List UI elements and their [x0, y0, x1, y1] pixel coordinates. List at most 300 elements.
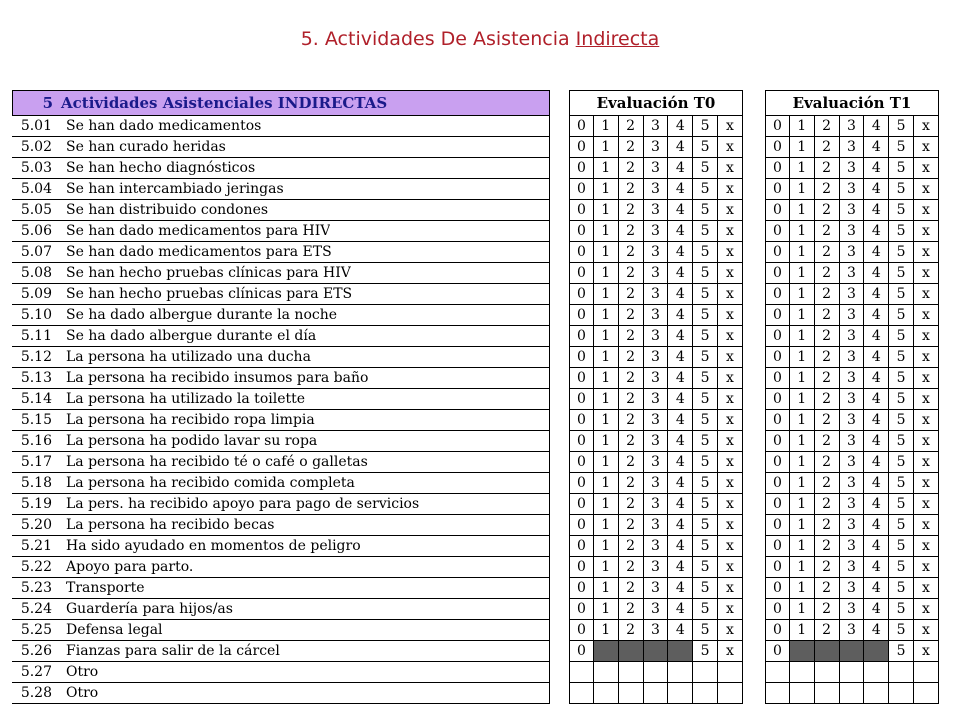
score-option[interactable]: 3	[840, 557, 865, 578]
score-option[interactable]: 2	[815, 494, 840, 515]
score-option[interactable]: 4	[864, 368, 889, 389]
score-option[interactable]: 2	[815, 389, 840, 410]
score-option[interactable]: 2	[815, 620, 840, 641]
score-option[interactable]: 2	[619, 494, 644, 515]
score-option[interactable]: 3	[644, 452, 669, 473]
score-option[interactable]: 4	[864, 578, 889, 599]
score-option[interactable]: x	[914, 137, 939, 158]
score-option[interactable]: x	[718, 620, 743, 641]
score-option[interactable]: x	[914, 368, 939, 389]
score-option[interactable]: 5	[889, 389, 914, 410]
score-option[interactable]: 4	[864, 137, 889, 158]
score-option[interactable]: 3	[840, 452, 865, 473]
score-option[interactable]: 0	[765, 158, 790, 179]
score-option[interactable]: 1	[790, 242, 815, 263]
score-option[interactable]: 5	[693, 263, 718, 284]
score-option[interactable]: 4	[864, 200, 889, 221]
score-option[interactable]: 0	[569, 557, 594, 578]
score-option[interactable]: 0	[569, 326, 594, 347]
score-option[interactable]: 5	[693, 431, 718, 452]
score-option[interactable]: 4	[668, 431, 693, 452]
score-option[interactable]: 3	[840, 410, 865, 431]
score-option[interactable]: 5	[693, 200, 718, 221]
score-option[interactable]: 1	[790, 200, 815, 221]
score-option[interactable]: 1	[594, 221, 619, 242]
score-option[interactable]: 5	[889, 620, 914, 641]
score-option[interactable]: x	[718, 452, 743, 473]
score-option[interactable]: x	[914, 578, 939, 599]
score-option[interactable]: 0	[569, 578, 594, 599]
score-option[interactable]: 1	[594, 263, 619, 284]
score-option[interactable]: 2	[815, 137, 840, 158]
score-option[interactable]: 0	[569, 536, 594, 557]
score-option[interactable]: 4	[864, 557, 889, 578]
score-option[interactable]: x	[914, 599, 939, 620]
score-option[interactable]: 0	[765, 494, 790, 515]
score-option[interactable]: 2	[815, 536, 840, 557]
score-option[interactable]: 5	[889, 242, 914, 263]
score-option[interactable]: x	[914, 620, 939, 641]
score-option[interactable]: 1	[790, 494, 815, 515]
score-option[interactable]: 0	[765, 557, 790, 578]
score-option[interactable]: 2	[619, 389, 644, 410]
score-option[interactable]: x	[914, 116, 939, 137]
score-option[interactable]: 1	[790, 179, 815, 200]
score-option[interactable]: 3	[840, 137, 865, 158]
score-option[interactable]: 0	[765, 116, 790, 137]
score-option[interactable]: x	[718, 326, 743, 347]
score-option[interactable]: x	[718, 347, 743, 368]
score-option[interactable]: 1	[594, 137, 619, 158]
score-option[interactable]: 0	[765, 431, 790, 452]
score-option[interactable]: 5	[889, 326, 914, 347]
score-option[interactable]: x	[718, 473, 743, 494]
score-option[interactable]: 5	[693, 494, 718, 515]
score-option[interactable]: 5	[693, 326, 718, 347]
score-option[interactable]: 3	[644, 305, 669, 326]
score-option[interactable]: 2	[619, 368, 644, 389]
score-option[interactable]: 5	[889, 578, 914, 599]
score-option[interactable]: 4	[864, 536, 889, 557]
score-option[interactable]: 4	[864, 347, 889, 368]
score-option[interactable]: 3	[840, 599, 865, 620]
score-option[interactable]: 2	[815, 599, 840, 620]
score-option[interactable]: 2	[815, 305, 840, 326]
score-option[interactable]: x	[718, 368, 743, 389]
score-option[interactable]: 1	[790, 389, 815, 410]
score-option[interactable]: 4	[864, 494, 889, 515]
score-option[interactable]: 4	[864, 326, 889, 347]
score-option[interactable]: 5	[693, 620, 718, 641]
score-option[interactable]: 4	[668, 284, 693, 305]
score-option[interactable]: 1	[790, 221, 815, 242]
score-option[interactable]: 5	[693, 515, 718, 536]
score-option[interactable]: 1	[594, 452, 619, 473]
score-option[interactable]: 3	[644, 200, 669, 221]
score-option[interactable]: 2	[815, 578, 840, 599]
score-option[interactable]: 1	[790, 326, 815, 347]
score-option[interactable]: 1	[790, 473, 815, 494]
score-option[interactable]: 3	[644, 347, 669, 368]
score-option[interactable]: 4	[668, 221, 693, 242]
score-option[interactable]: 2	[815, 263, 840, 284]
score-option[interactable]: 3	[840, 347, 865, 368]
score-option[interactable]: 5	[889, 368, 914, 389]
score-option[interactable]: 3	[840, 494, 865, 515]
score-option[interactable]: 1	[594, 242, 619, 263]
score-option[interactable]: x	[914, 263, 939, 284]
score-option[interactable]: 4	[668, 494, 693, 515]
score-option[interactable]: 4	[668, 452, 693, 473]
score-option[interactable]: 4	[668, 242, 693, 263]
score-option[interactable]: 4	[864, 116, 889, 137]
score-option[interactable]: 4	[668, 179, 693, 200]
score-option[interactable]: 0	[765, 536, 790, 557]
score-option[interactable]: x	[718, 179, 743, 200]
score-option[interactable]: 1	[790, 410, 815, 431]
score-option[interactable]: 0	[569, 389, 594, 410]
score-option[interactable]: 3	[840, 515, 865, 536]
score-option[interactable]: 4	[864, 179, 889, 200]
score-option[interactable]: 1	[594, 305, 619, 326]
score-option[interactable]: 5	[889, 431, 914, 452]
score-option[interactable]: 1	[790, 137, 815, 158]
score-option[interactable]: 3	[840, 263, 865, 284]
score-option[interactable]: 2	[619, 137, 644, 158]
score-option[interactable]: 4	[864, 431, 889, 452]
score-option[interactable]: 2	[619, 536, 644, 557]
score-option[interactable]: 4	[668, 263, 693, 284]
score-option[interactable]: 0	[765, 410, 790, 431]
score-option[interactable]: 4	[864, 473, 889, 494]
score-option[interactable]: 0	[765, 263, 790, 284]
score-option[interactable]: 0	[765, 326, 790, 347]
score-option[interactable]: x	[914, 242, 939, 263]
score-option[interactable]: x	[718, 641, 743, 662]
score-option[interactable]: 4	[668, 368, 693, 389]
score-option[interactable]: 1	[594, 620, 619, 641]
score-option[interactable]: 0	[569, 116, 594, 137]
score-option[interactable]: 5	[889, 284, 914, 305]
score-option[interactable]: x	[718, 494, 743, 515]
score-option[interactable]: 2	[619, 116, 644, 137]
score-option[interactable]: 5	[693, 389, 718, 410]
score-option[interactable]: 3	[840, 305, 865, 326]
score-option[interactable]: 5	[693, 179, 718, 200]
score-option[interactable]: 3	[840, 368, 865, 389]
score-option[interactable]: 0	[569, 494, 594, 515]
score-option[interactable]: 1	[594, 410, 619, 431]
score-option[interactable]: 1	[790, 620, 815, 641]
score-option[interactable]: 3	[644, 263, 669, 284]
score-option[interactable]: 3	[840, 116, 865, 137]
score-option[interactable]: 1	[594, 494, 619, 515]
score-option[interactable]: 3	[840, 158, 865, 179]
score-option[interactable]: 4	[668, 158, 693, 179]
score-option[interactable]: 4	[864, 305, 889, 326]
score-option[interactable]: 0	[569, 347, 594, 368]
score-option[interactable]: 2	[619, 410, 644, 431]
score-option[interactable]: 5	[889, 305, 914, 326]
score-option[interactable]: 0	[569, 620, 594, 641]
score-option[interactable]: x	[718, 284, 743, 305]
score-option[interactable]: 1	[790, 284, 815, 305]
score-option[interactable]: 4	[864, 242, 889, 263]
score-option[interactable]: 2	[619, 284, 644, 305]
score-option[interactable]: 4	[668, 557, 693, 578]
score-option[interactable]: 2	[815, 557, 840, 578]
score-option[interactable]: 2	[815, 221, 840, 242]
score-option[interactable]: x	[718, 578, 743, 599]
score-option[interactable]: 1	[594, 473, 619, 494]
score-option[interactable]: 5	[889, 515, 914, 536]
score-option[interactable]: 4	[668, 389, 693, 410]
score-option[interactable]: 2	[815, 368, 840, 389]
score-option[interactable]: 0	[765, 641, 790, 662]
score-option[interactable]: 0	[569, 158, 594, 179]
score-option[interactable]: 5	[693, 599, 718, 620]
score-option[interactable]: 3	[644, 431, 669, 452]
score-option[interactable]: 3	[840, 389, 865, 410]
score-option[interactable]: 1	[790, 599, 815, 620]
score-option[interactable]: 1	[594, 179, 619, 200]
score-option[interactable]: x	[914, 641, 939, 662]
score-option[interactable]: 5	[693, 452, 718, 473]
score-option[interactable]: 4	[668, 305, 693, 326]
score-option[interactable]: 3	[644, 137, 669, 158]
score-option[interactable]: 0	[765, 473, 790, 494]
score-option[interactable]: 3	[840, 326, 865, 347]
score-option[interactable]: 0	[569, 452, 594, 473]
score-option[interactable]: 0	[765, 599, 790, 620]
score-option[interactable]: x	[914, 494, 939, 515]
score-option[interactable]: x	[914, 326, 939, 347]
score-option[interactable]: 3	[644, 221, 669, 242]
score-option[interactable]: 3	[840, 431, 865, 452]
score-option[interactable]: 4	[668, 578, 693, 599]
score-option[interactable]: 1	[790, 158, 815, 179]
score-option[interactable]: 3	[840, 179, 865, 200]
score-option[interactable]: 4	[668, 326, 693, 347]
score-option[interactable]: 3	[840, 200, 865, 221]
score-option[interactable]: 1	[594, 368, 619, 389]
score-option[interactable]: 0	[569, 473, 594, 494]
score-option[interactable]: 5	[889, 494, 914, 515]
score-option[interactable]: x	[914, 473, 939, 494]
score-option[interactable]: 1	[790, 515, 815, 536]
score-option[interactable]: 2	[619, 242, 644, 263]
score-option[interactable]: x	[914, 200, 939, 221]
score-option[interactable]: 2	[815, 158, 840, 179]
score-option[interactable]: 0	[765, 221, 790, 242]
score-option[interactable]: 5	[889, 221, 914, 242]
score-option[interactable]: 4	[668, 410, 693, 431]
score-option[interactable]: 0	[765, 389, 790, 410]
score-option[interactable]: 3	[840, 242, 865, 263]
score-option[interactable]: 0	[569, 599, 594, 620]
score-option[interactable]: 0	[569, 431, 594, 452]
score-option[interactable]: 3	[644, 536, 669, 557]
score-option[interactable]: 4	[668, 599, 693, 620]
score-option[interactable]: 3	[840, 473, 865, 494]
score-option[interactable]: 2	[619, 452, 644, 473]
score-option[interactable]: x	[718, 515, 743, 536]
score-option[interactable]: 3	[644, 389, 669, 410]
score-option[interactable]: 5	[693, 305, 718, 326]
score-option[interactable]: 1	[594, 515, 619, 536]
score-option[interactable]: x	[914, 452, 939, 473]
score-option[interactable]: 4	[864, 389, 889, 410]
score-option[interactable]: 2	[619, 473, 644, 494]
score-option[interactable]: x	[914, 557, 939, 578]
score-option[interactable]: x	[718, 599, 743, 620]
score-option[interactable]: 0	[569, 179, 594, 200]
score-option[interactable]: 0	[569, 263, 594, 284]
score-option[interactable]: 5	[693, 347, 718, 368]
score-option[interactable]: 1	[594, 200, 619, 221]
score-option[interactable]: 3	[840, 284, 865, 305]
score-option[interactable]: 2	[815, 431, 840, 452]
score-option[interactable]: 2	[619, 158, 644, 179]
score-option[interactable]: 4	[864, 599, 889, 620]
score-option[interactable]: 0	[765, 578, 790, 599]
score-option[interactable]: 1	[594, 284, 619, 305]
score-option[interactable]: x	[914, 536, 939, 557]
score-option[interactable]: x	[718, 557, 743, 578]
score-option[interactable]: 3	[644, 242, 669, 263]
score-option[interactable]: 1	[790, 431, 815, 452]
score-option[interactable]: 4	[668, 200, 693, 221]
score-option[interactable]: 5	[693, 578, 718, 599]
score-option[interactable]: 2	[619, 515, 644, 536]
score-option[interactable]: 5	[693, 137, 718, 158]
score-option[interactable]: 3	[644, 578, 669, 599]
score-option[interactable]: 0	[765, 347, 790, 368]
score-option[interactable]: 2	[815, 179, 840, 200]
score-option[interactable]: 1	[790, 305, 815, 326]
score-option[interactable]: x	[718, 305, 743, 326]
score-option[interactable]: 2	[619, 179, 644, 200]
score-option[interactable]: 4	[668, 620, 693, 641]
score-option[interactable]: 5	[889, 599, 914, 620]
score-option[interactable]: 4	[668, 116, 693, 137]
score-option[interactable]: 5	[889, 452, 914, 473]
score-option[interactable]: 1	[594, 326, 619, 347]
score-option[interactable]: 0	[569, 221, 594, 242]
score-option[interactable]: 5	[693, 284, 718, 305]
score-option[interactable]: 2	[619, 221, 644, 242]
score-option[interactable]: x	[718, 431, 743, 452]
score-option[interactable]: 1	[594, 116, 619, 137]
score-option[interactable]: x	[718, 158, 743, 179]
score-option[interactable]: x	[914, 284, 939, 305]
score-option[interactable]: 0	[765, 284, 790, 305]
score-option[interactable]: 5	[693, 557, 718, 578]
score-option[interactable]: 2	[619, 326, 644, 347]
score-option[interactable]: x	[914, 431, 939, 452]
score-option[interactable]: 1	[790, 116, 815, 137]
score-option[interactable]: 1	[594, 557, 619, 578]
score-option[interactable]: 0	[569, 284, 594, 305]
score-option[interactable]: 1	[790, 368, 815, 389]
score-option[interactable]: 4	[668, 347, 693, 368]
score-option[interactable]: 1	[790, 347, 815, 368]
score-option[interactable]: 0	[569, 305, 594, 326]
score-option[interactable]: 4	[864, 515, 889, 536]
score-option[interactable]: 0	[765, 137, 790, 158]
score-option[interactable]: 3	[644, 410, 669, 431]
score-option[interactable]: 1	[790, 263, 815, 284]
score-option[interactable]: 1	[790, 452, 815, 473]
score-option[interactable]: 0	[569, 368, 594, 389]
score-option[interactable]: 3	[840, 578, 865, 599]
score-option[interactable]: 4	[864, 452, 889, 473]
score-option[interactable]: 3	[644, 473, 669, 494]
score-option[interactable]: 3	[840, 620, 865, 641]
score-option[interactable]: 0	[765, 515, 790, 536]
score-option[interactable]: x	[914, 389, 939, 410]
score-option[interactable]: 0	[569, 515, 594, 536]
score-option[interactable]: 1	[594, 578, 619, 599]
score-option[interactable]: 4	[864, 158, 889, 179]
score-option[interactable]: 0	[765, 620, 790, 641]
score-option[interactable]: 2	[815, 347, 840, 368]
score-option[interactable]: 0	[765, 242, 790, 263]
score-option[interactable]: x	[914, 347, 939, 368]
score-option[interactable]: 2	[619, 263, 644, 284]
score-option[interactable]: 2	[619, 347, 644, 368]
score-option[interactable]: 3	[644, 368, 669, 389]
score-option[interactable]: x	[718, 389, 743, 410]
score-option[interactable]: 0	[765, 305, 790, 326]
score-option[interactable]: 3	[644, 284, 669, 305]
score-option[interactable]: 3	[644, 494, 669, 515]
score-option[interactable]: 2	[619, 431, 644, 452]
score-option[interactable]: 2	[815, 200, 840, 221]
score-option[interactable]: 3	[644, 515, 669, 536]
score-option[interactable]: 5	[693, 536, 718, 557]
score-option[interactable]: 5	[693, 116, 718, 137]
score-option[interactable]: 1	[594, 599, 619, 620]
score-option[interactable]: 5	[889, 116, 914, 137]
score-option[interactable]: 4	[864, 410, 889, 431]
score-option[interactable]: 5	[889, 158, 914, 179]
score-option[interactable]: x	[914, 515, 939, 536]
score-option[interactable]: 2	[619, 305, 644, 326]
score-option[interactable]: 2	[815, 473, 840, 494]
score-option[interactable]: 5	[693, 242, 718, 263]
score-option[interactable]: 5	[889, 557, 914, 578]
score-option[interactable]: 3	[644, 179, 669, 200]
score-option[interactable]: x	[914, 305, 939, 326]
score-option[interactable]: 5	[693, 473, 718, 494]
score-option[interactable]: 2	[619, 557, 644, 578]
score-option[interactable]: 4	[864, 221, 889, 242]
score-option[interactable]: 5	[693, 368, 718, 389]
score-option[interactable]: 3	[644, 557, 669, 578]
score-option[interactable]: 4	[668, 536, 693, 557]
score-option[interactable]: 0	[569, 200, 594, 221]
score-option[interactable]: 1	[594, 389, 619, 410]
score-option[interactable]: 2	[815, 452, 840, 473]
score-option[interactable]: 0	[765, 200, 790, 221]
score-option[interactable]: 2	[815, 242, 840, 263]
score-option[interactable]: 5	[889, 263, 914, 284]
score-option[interactable]: 2	[619, 599, 644, 620]
score-option[interactable]: 2	[815, 515, 840, 536]
score-option[interactable]: 2	[619, 200, 644, 221]
score-option[interactable]: 4	[668, 515, 693, 536]
